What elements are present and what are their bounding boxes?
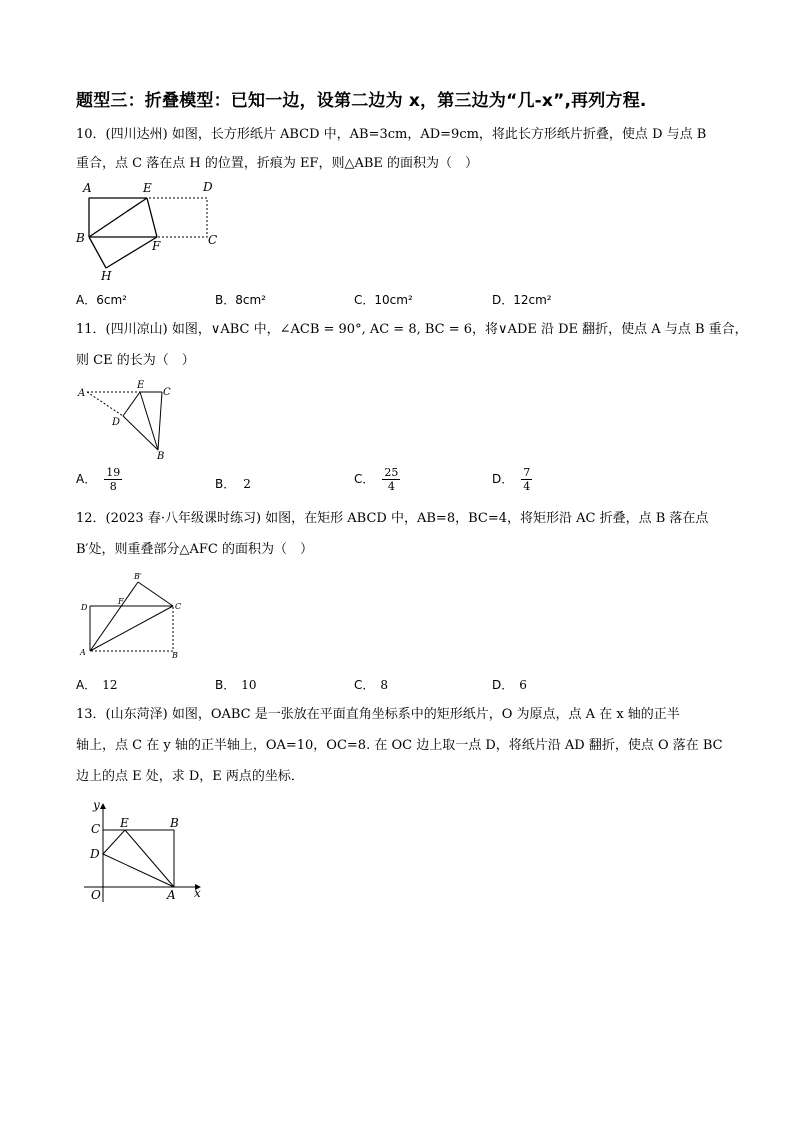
fig13-label-b: B xyxy=(170,816,179,830)
p11-option-a: A． $\frac{19}{8}$ xyxy=(76,466,121,493)
section-title: 题型三：折叠模型：已知一边，设第二边为 x，第三边为“几-x”,再列方程. xyxy=(76,91,647,111)
fig10-label-a: A xyxy=(83,181,92,195)
problem-12-line2: B′处，则重叠部分△AFC 的面积为（ ） xyxy=(76,542,313,557)
problem-10-line2: 重合，点 C 落在点 H 的位置，折痕为 EF，则△ABE 的面积为（ ） xyxy=(76,156,479,171)
problem-13-line1: 13．(山东菏泽) 如图，OABC 是一张放在平面直角坐标系中的矩形纸片，O 为原点，点 A 在 x 轴的正半 xyxy=(76,707,680,722)
problem-12-figure xyxy=(74,570,186,662)
fig13-label-e: E xyxy=(120,816,129,830)
fig13-label-a: A xyxy=(167,888,176,902)
p12-option-c: C． 8 xyxy=(354,678,389,692)
problem-11-figure xyxy=(74,376,184,460)
problem-10-figure xyxy=(72,178,232,283)
problem-13-line3: 边上的点 E 处，求 D，E 两点的坐标． xyxy=(76,769,304,784)
fig13-label-c: C xyxy=(91,822,101,836)
fig11-label-b: B xyxy=(157,451,165,460)
problem-13-figure xyxy=(82,798,210,906)
fig13-label-y: y xyxy=(93,798,100,812)
fig12-label-bprime: B′ xyxy=(134,572,142,581)
p10-option-b: B．8cm² xyxy=(215,293,266,307)
problem-11-line1: 11．(四川凉山) 如图，∨ABC 中，∠ACB = 90°, AC = 8, BC = 6，将∨ADE 沿 DE 翻折，使点 A 与点 B 重合， xyxy=(76,322,748,337)
fig10-label-c: C xyxy=(208,233,218,247)
problem-12-line1: 12．(2023 春·八年级课时练习) 如图，在矩形 ABCD 中，AB=8，BC=4，将矩形沿 AC 折叠，点 B 落在点 xyxy=(76,511,709,526)
fig11-label-d: D xyxy=(112,417,121,428)
fig11-label-a: A xyxy=(78,388,86,399)
p12-option-a: A． 12 xyxy=(76,678,118,692)
fig13-label-o: O xyxy=(91,888,101,902)
fig12-label-a: A xyxy=(80,648,86,657)
p12-option-d: D． 6 xyxy=(492,678,527,692)
fig10-label-d: D xyxy=(203,180,213,194)
problem-11-line2: 则 CE 的长为（ ） xyxy=(76,353,195,368)
fig10-label-h: H xyxy=(101,269,112,283)
p10-option-c: C．10cm² xyxy=(354,293,413,307)
fig12-label-c: C xyxy=(175,602,182,611)
fig10-label-f: F xyxy=(152,239,161,253)
fig12-label-b: B xyxy=(172,651,178,660)
problem-13-line2: 轴上，点 C 在 y 轴的正半轴上，OA=10，OC=8. 在 OC 边上取一点 D，将纸片沿 AD 翻折，使点 O 落在 BC xyxy=(76,738,723,753)
fig12-label-f: F xyxy=(118,597,124,606)
fig10-label-b: B xyxy=(76,231,85,245)
p11-option-d: D． $\frac{7}{4}$ xyxy=(492,466,531,493)
p12-option-b: B． 10 xyxy=(215,678,257,692)
problem-10-line1: 10．(四川达州) 如图，长方形纸片 ABCD 中，AB=3cm，AD=9cm，将此长方形纸片折叠，使点 D 与点 B xyxy=(76,127,707,142)
p11-option-c: C． $\frac{25}{4}$ xyxy=(354,466,399,493)
fig11-label-c: C xyxy=(163,387,171,398)
p10-option-a: A．6cm² xyxy=(76,293,127,307)
fig12-label-d: D xyxy=(81,603,88,612)
fig10-label-e: E xyxy=(143,181,152,195)
p10-option-d: D．12cm² xyxy=(492,293,552,307)
fig11-label-e: E xyxy=(137,380,145,391)
fig13-label-d: D xyxy=(90,847,100,861)
p11-option-b: B． 2 xyxy=(215,477,251,491)
fig13-label-x: x xyxy=(194,886,201,900)
